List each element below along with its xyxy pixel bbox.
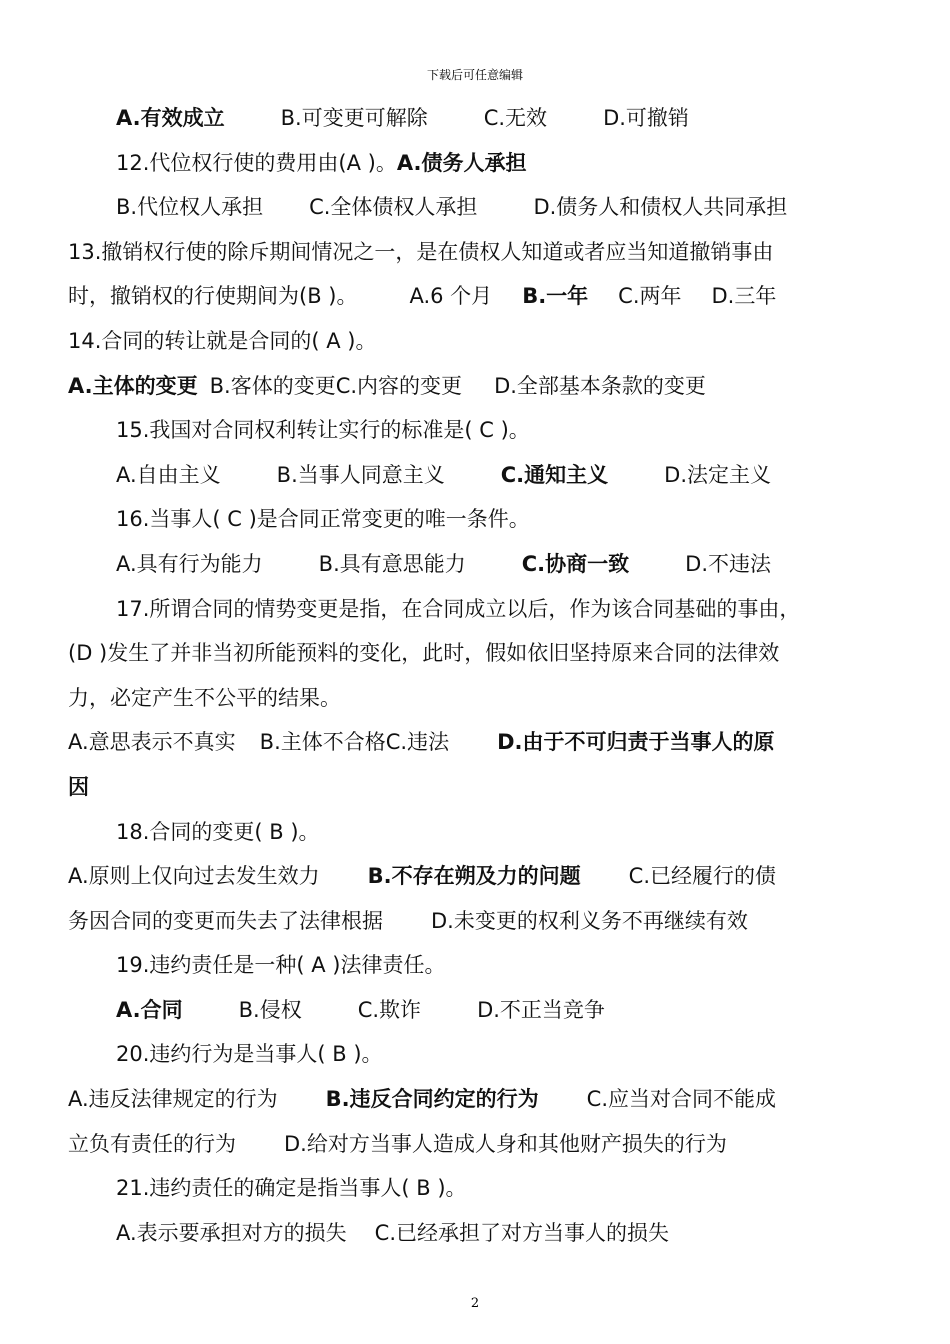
text-segment: C.全体债权人承担 — [309, 195, 478, 220]
answer-text: B.违反合同约定的行为 — [325, 1087, 539, 1112]
text-line — [68, 319, 898, 364]
text-line — [68, 230, 898, 275]
text-line — [68, 899, 898, 944]
text-segment: D.法定主义 — [664, 462, 772, 487]
text-segment: D.三年 — [711, 284, 777, 309]
text-segment: D.给对方当事人造成人身和其他财产损失的行为 — [284, 1131, 727, 1156]
text-segment: D.全部基本条款的变更 — [494, 373, 706, 398]
text-segment: B.当事人同意主义 — [276, 462, 445, 487]
answer-text: 因 — [68, 774, 89, 799]
answer-text: C.通知主义 — [500, 462, 609, 487]
text-line — [68, 943, 898, 988]
text-line — [68, 1166, 898, 1211]
text-line — [68, 185, 898, 230]
text-segment: A.表示要承担对方的损失 — [116, 1220, 347, 1245]
text-segment: A.具有行为能力 — [116, 551, 263, 576]
answer-text: C.协商一致 — [521, 551, 630, 576]
text-segment: 21.违约责任的确定是指当事人( B )。 — [116, 1176, 467, 1201]
text-segment: B.代位权人承担 — [116, 195, 264, 220]
text-segment: C.违法 — [385, 730, 450, 755]
text-segment: C.已经承担了对方当事人的损失 — [374, 1220, 670, 1245]
text-line — [68, 408, 898, 453]
text-segment: A.意思表示不真实 — [68, 730, 236, 755]
text-line — [68, 720, 898, 765]
text-segment: 19.违约责任是一种( A )法律责任。 — [116, 953, 446, 978]
text-segment: 14.合同的转让就是合同的( A )。 — [68, 328, 377, 353]
text-segment: B.可变更可解除 — [280, 106, 428, 130]
text-segment: 18.合同的变更( B )。 — [116, 819, 320, 844]
text-segment: A.自由主义 — [116, 462, 221, 487]
text-segment: B.主体不合格 — [259, 730, 386, 755]
page-header: 下载后可任意编辑 — [426, 68, 523, 82]
text-line — [68, 274, 898, 319]
text-line — [68, 631, 898, 676]
text-segment: C.内容的变更 — [335, 373, 463, 398]
text-line — [68, 542, 898, 587]
text-segment: D.不正当竞争 — [477, 997, 605, 1022]
text-line — [68, 1122, 898, 1167]
answer-text: B.一年 — [522, 284, 589, 309]
page-number: 2 — [470, 1296, 480, 1311]
text-segment: C.无效 — [483, 106, 548, 130]
text-line — [68, 1077, 898, 1122]
text-segment: 立负有责任的行为 — [68, 1131, 236, 1156]
text-line — [68, 587, 898, 632]
text-segment: 16.当事人( C )是合同正常变更的唯一条件。 — [116, 507, 530, 532]
text-line — [68, 364, 898, 409]
text-line — [68, 453, 898, 498]
text-segment: 务因合同的变更而失去了法律根据 — [68, 908, 383, 933]
text-line — [68, 810, 898, 855]
text-line — [68, 1211, 898, 1256]
text-segment: D.不违法 — [685, 551, 772, 576]
text-segment: A.违反法律规定的行为 — [68, 1087, 278, 1112]
text-line — [68, 854, 898, 899]
text-line — [68, 497, 898, 542]
text-segment: (D )发生了并非当初所能预料的变化，此时，假如依旧坚持原来合同的法律效 — [68, 641, 780, 666]
answer-text: D.由于不可归责于当事人的原 — [497, 730, 775, 755]
text-line — [68, 1032, 898, 1077]
text-segment: 20.违约行为是当事人( B )。 — [116, 1042, 383, 1067]
answer-text: A.有效成立 — [116, 106, 225, 130]
document-body — [68, 96, 898, 1255]
answer-text: B.不存在朔及力的问题 — [367, 864, 581, 889]
answer-text: A.合同 — [116, 997, 183, 1022]
text-segment: 力，必定产生不公平的结果。 — [68, 685, 341, 710]
text-segment: D.未变更的权利义务不再继续有效 — [431, 908, 748, 933]
text-segment: C.已经履行的债 — [628, 864, 776, 889]
text-line — [68, 765, 898, 810]
text-segment: B.侵权 — [238, 997, 302, 1022]
text-segment: 13.撤销权行使的除斥期间情况之一，是在债权人知道或者应当知道撤销事由 — [68, 239, 774, 264]
text-line — [68, 96, 898, 141]
text-segment: D.可撤销 — [603, 106, 689, 130]
text-segment: B.具有意思能力 — [318, 551, 466, 576]
text-segment: 12.代位权行使的费用由(A )。 — [116, 150, 397, 175]
answer-text: A.主体的变更 — [68, 373, 198, 398]
text-line — [68, 141, 898, 186]
text-segment: 时，撤销权的行使期间为(B )。 — [68, 284, 358, 309]
text-line — [68, 988, 898, 1033]
text-line — [68, 676, 898, 721]
text-segment: A.原则上仅向过去发生效力 — [68, 864, 320, 889]
text-segment: C.欺诈 — [357, 997, 422, 1022]
text-segment: 17.所谓合同的情势变更是指，在合同成立以后，作为该合同基础的事由， — [116, 596, 801, 621]
text-segment: C.应当对合同不能成 — [586, 1087, 776, 1112]
text-segment: D.债务人和债权人共同承担 — [533, 195, 788, 220]
text-segment: A.6 个月 — [409, 284, 493, 309]
text-segment: B.客体的变更 — [209, 373, 336, 398]
text-segment: 15.我国对合同权利转让实行的标准是( C )。 — [116, 418, 530, 443]
answer-text: A.债务人承担 — [396, 150, 527, 175]
text-segment: C.两年 — [618, 284, 682, 309]
